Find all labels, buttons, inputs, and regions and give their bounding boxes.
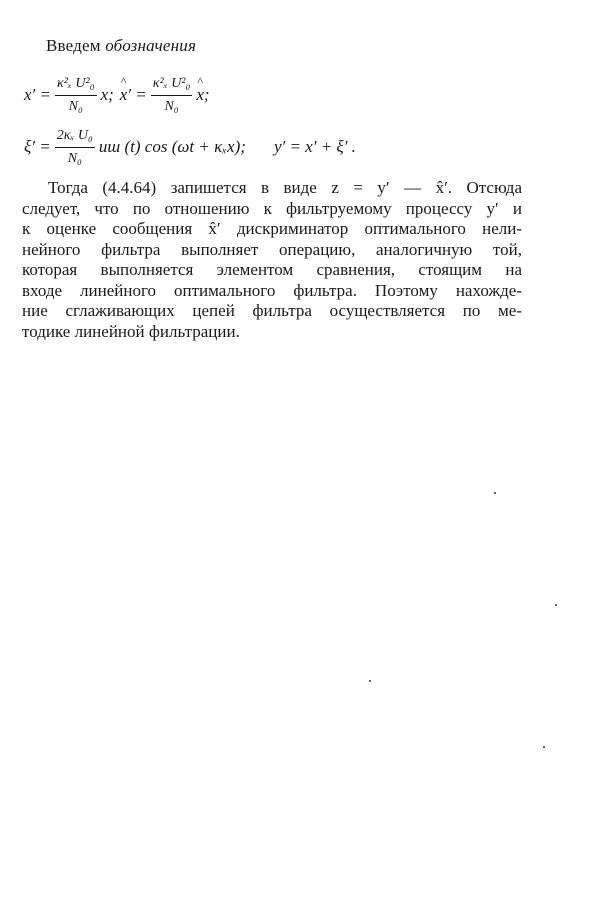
eq1-lhs-2: ^ x′ = [120, 85, 147, 105]
paragraph-line-6: входе линейного оптимального фильтра. Поэтому нахожде- [22, 280, 522, 300]
equation-2 [24, 122, 356, 172]
paragraph-line-1: Тогда (4.4.64) запишется в виде z = y′ — x̂′. Отсюда [48, 178, 522, 197]
eq1-mid: x; [100, 85, 114, 104]
eq2-lhs: ξ′ = [24, 137, 51, 156]
equation-1 [24, 70, 210, 120]
paragraph-line-5: которая выполняется элементом сравнения, стоящим на [22, 260, 522, 279]
paragraph-line-2: следует, что по отношению к фильтруемому процессу y′ и [22, 198, 522, 218]
eq2-denominator: N₀ [67, 150, 82, 166]
eq1-fraction-2 [151, 75, 193, 116]
scan-speck-1 [494, 492, 496, 494]
eq2-fraction [55, 127, 95, 168]
scan-speck-2 [555, 604, 557, 606]
eq1-lhs: x′ = [24, 85, 51, 104]
paragraph-line-3: к оценке сообщения x̂′ дискриминатор оптимального нели- [22, 219, 522, 238]
paragraph-line-8: тодике линейной фильтрации. [22, 321, 240, 341]
intro-word-2: обозначения [105, 36, 197, 55]
scan-speck-3 [369, 680, 371, 682]
eq2-numerator: 2κₓ U₀ [55, 127, 95, 148]
eq1-end: ^ x; [196, 85, 209, 105]
eq2-rhs-2: y′ = x′ + ξ′ . [273, 137, 356, 156]
eq2-rhs: uш (t) cos (ωt + κₓx); [98, 137, 246, 156]
intro-word-1: Введем [46, 36, 101, 55]
eq1-numerator-1: κ²ₓ U²₀ [55, 75, 97, 96]
eq1-denominator-1: N₀ [68, 98, 83, 114]
scan-speck-4 [543, 746, 545, 748]
main-paragraph [22, 178, 522, 342]
eq1-fraction-1 [55, 75, 97, 116]
eq1-denominator-2: N₀ [164, 98, 179, 114]
paragraph-line-4: нейного фильтра выполняет операцию, аналогичную той, [22, 239, 522, 259]
eq1-numerator-2: κ²ₓ U²₀ [151, 75, 193, 96]
paragraph-line-7: ние сглаживающих цепей фильтра осуществляется по ме- [22, 301, 522, 320]
intro-text [46, 36, 196, 56]
